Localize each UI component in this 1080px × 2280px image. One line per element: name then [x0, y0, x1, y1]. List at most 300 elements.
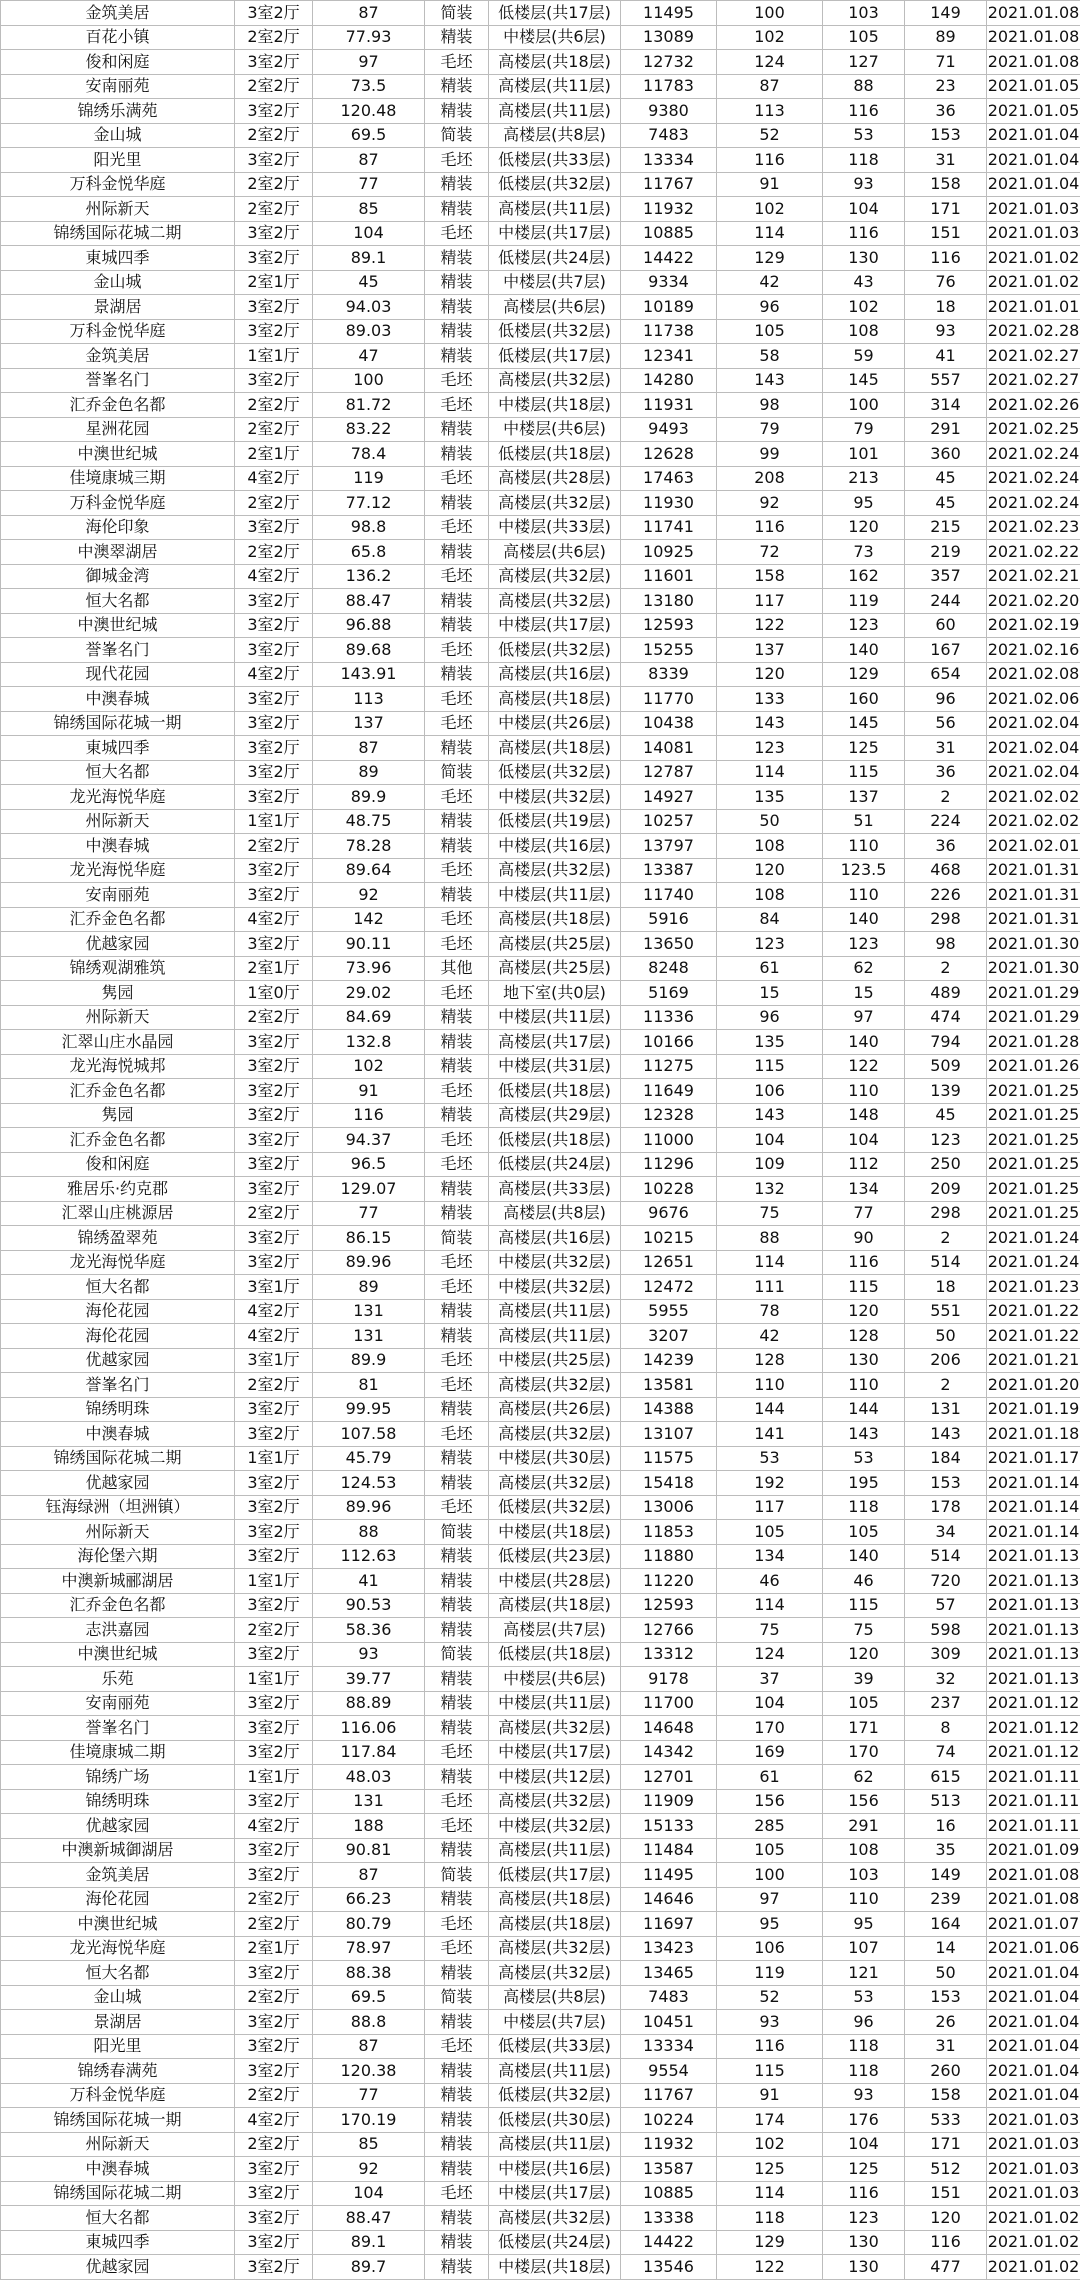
decoration-cell: 精装 [425, 1691, 489, 1716]
table-row [1, 1912, 1080, 1937]
table-row [1, 1716, 1080, 1741]
decoration-cell: 毛坯 [425, 2181, 489, 2206]
table-row [1, 613, 1080, 638]
area-cell: 90.11 [313, 932, 425, 957]
table-row [1, 319, 1080, 344]
table-row [1, 197, 1080, 222]
area-cell: 69.5 [313, 123, 425, 148]
date-cell: 2021.02.23 [987, 515, 1080, 540]
layout-cell: 3室2厅 [235, 148, 313, 173]
community-name-cell: 安南丽苑 [1, 74, 235, 99]
date-cell: 2021.02.08 [987, 662, 1080, 687]
date-cell: 2021.02.01 [987, 834, 1080, 859]
listed-price-cell: 140 [823, 907, 905, 932]
area-cell: 107.58 [313, 1422, 425, 1447]
date-cell: 2021.01.04 [987, 1985, 1080, 2010]
layout-cell: 3室2厅 [235, 1079, 313, 1104]
unit-price-cell: 10438 [621, 711, 717, 736]
area-cell: 66.23 [313, 1887, 425, 1912]
table-row [1, 1618, 1080, 1643]
decoration-cell: 毛坯 [425, 1079, 489, 1104]
views-cell: 18 [905, 295, 987, 320]
decoration-cell: 毛坯 [425, 1152, 489, 1177]
decoration-cell: 毛坯 [425, 1912, 489, 1937]
date-cell: 2021.01.25 [987, 1103, 1080, 1128]
unit-price-cell: 10257 [621, 809, 717, 834]
unit-price-cell: 11880 [621, 1544, 717, 1569]
total-price-cell: 113 [717, 99, 823, 124]
table-row [1, 172, 1080, 197]
total-price-cell: 115 [717, 2059, 823, 2084]
unit-price-cell: 12628 [621, 442, 717, 467]
unit-price-cell: 5916 [621, 907, 717, 932]
decoration-cell: 毛坯 [425, 932, 489, 957]
community-name-cell: 東城四季 [1, 246, 235, 271]
table-row [1, 1691, 1080, 1716]
unit-price-cell: 13465 [621, 1961, 717, 1986]
unit-price-cell: 7483 [621, 123, 717, 148]
floor-cell: 高楼层(共18层) [489, 1593, 621, 1618]
decoration-cell: 毛坯 [425, 148, 489, 173]
decoration-cell: 精装 [425, 1446, 489, 1471]
listed-price-cell: 134 [823, 1177, 905, 1202]
table-row [1, 564, 1080, 589]
date-cell: 2021.01.25 [987, 1201, 1080, 1226]
layout-cell: 2室2厅 [235, 1618, 313, 1643]
layout-cell: 3室2厅 [235, 687, 313, 712]
community-name-cell: 恒大名都 [1, 2206, 235, 2231]
layout-cell: 3室2厅 [235, 1471, 313, 1496]
layout-cell: 2室1厅 [235, 270, 313, 295]
layout-cell: 3室2厅 [235, 858, 313, 883]
table-row [1, 1789, 1080, 1814]
floor-cell: 中楼层(共17层) [489, 613, 621, 638]
decoration-cell: 毛坯 [425, 1128, 489, 1153]
unit-price-cell: 11649 [621, 1079, 717, 1104]
listed-price-cell: 108 [823, 319, 905, 344]
area-cell: 45.79 [313, 1446, 425, 1471]
total-price-cell: 102 [717, 2132, 823, 2157]
listed-price-cell: 79 [823, 417, 905, 442]
table-row [1, 711, 1080, 736]
floor-cell: 低楼层(共24层) [489, 246, 621, 271]
views-cell: 512 [905, 2157, 987, 2182]
date-cell: 2021.01.12 [987, 1740, 1080, 1765]
table-row [1, 1520, 1080, 1545]
floor-cell: 高楼层(共8层) [489, 1985, 621, 2010]
area-cell: 120.38 [313, 2059, 425, 2084]
decoration-cell: 毛坯 [425, 1495, 489, 1520]
views-cell: 239 [905, 1887, 987, 1912]
decoration-cell: 精装 [425, 2206, 489, 2231]
date-cell: 2021.01.11 [987, 1789, 1080, 1814]
floor-cell: 中楼层(共6层) [489, 1667, 621, 1692]
unit-price-cell: 14422 [621, 2230, 717, 2255]
listed-price-cell: 116 [823, 2181, 905, 2206]
views-cell: 151 [905, 221, 987, 246]
floor-cell: 中楼层(共12层) [489, 1765, 621, 1790]
area-cell: 131 [313, 1789, 425, 1814]
area-cell: 89.1 [313, 246, 425, 271]
floor-cell: 中楼层(共30层) [489, 1446, 621, 1471]
community-name-cell: 阳光里 [1, 2034, 235, 2059]
total-price-cell: 108 [717, 834, 823, 859]
date-cell: 2021.01.04 [987, 2083, 1080, 2108]
table-row [1, 1373, 1080, 1398]
community-name-cell: 州际新天 [1, 2132, 235, 2157]
floor-cell: 高楼层(共26层) [489, 1397, 621, 1422]
listed-price-cell: 110 [823, 1079, 905, 1104]
views-cell: 226 [905, 883, 987, 908]
decoration-cell: 精装 [425, 1765, 489, 1790]
table-row [1, 2083, 1080, 2108]
listed-price-cell: 62 [823, 956, 905, 981]
total-price-cell: 143 [717, 711, 823, 736]
community-name-cell: 汇乔金色名都 [1, 393, 235, 418]
floor-cell: 高楼层(共6层) [489, 540, 621, 565]
area-cell: 124.53 [313, 1471, 425, 1496]
area-cell: 104 [313, 221, 425, 246]
decoration-cell: 简装 [425, 760, 489, 785]
floor-cell: 高楼层(共18层) [489, 687, 621, 712]
listed-price-cell: 162 [823, 564, 905, 589]
views-cell: 158 [905, 172, 987, 197]
community-name-cell: 中澳世纪城 [1, 442, 235, 467]
decoration-cell: 精装 [425, 491, 489, 516]
unit-price-cell: 10451 [621, 2010, 717, 2035]
total-price-cell: 114 [717, 760, 823, 785]
community-name-cell: 锦绣国际花城二期 [1, 2181, 235, 2206]
total-price-cell: 99 [717, 442, 823, 467]
date-cell: 2021.01.08 [987, 50, 1080, 75]
floor-cell: 中楼层(共32层) [489, 785, 621, 810]
community-name-cell: 锦绣国际花城二期 [1, 1446, 235, 1471]
unit-price-cell: 14646 [621, 1887, 717, 1912]
listed-price-cell: 213 [823, 466, 905, 491]
area-cell: 87 [313, 148, 425, 173]
area-cell: 98.8 [313, 515, 425, 540]
community-name-cell: 金山城 [1, 270, 235, 295]
floor-cell: 中楼层(共31层) [489, 1054, 621, 1079]
floor-cell: 高楼层(共11层) [489, 74, 621, 99]
views-cell: 357 [905, 564, 987, 589]
layout-cell: 3室2厅 [235, 1, 313, 26]
layout-cell: 3室2厅 [235, 1128, 313, 1153]
floor-cell: 高楼层(共32层) [489, 1471, 621, 1496]
unit-price-cell: 12787 [621, 760, 717, 785]
date-cell: 2021.01.25 [987, 1177, 1080, 1202]
listed-price-cell: 130 [823, 2230, 905, 2255]
table-row [1, 760, 1080, 785]
unit-price-cell: 9380 [621, 99, 717, 124]
views-cell: 23 [905, 74, 987, 99]
table-row [1, 1299, 1080, 1324]
listed-price-cell: 291 [823, 1814, 905, 1839]
table-row [1, 687, 1080, 712]
community-name-cell: 万科金悦华庭 [1, 2083, 235, 2108]
unit-price-cell: 14239 [621, 1348, 717, 1373]
unit-price-cell: 14648 [621, 1716, 717, 1741]
total-price-cell: 100 [717, 1, 823, 26]
table-row [1, 1887, 1080, 1912]
decoration-cell: 精装 [425, 344, 489, 369]
unit-price-cell: 11275 [621, 1054, 717, 1079]
layout-cell: 2室2厅 [235, 25, 313, 50]
date-cell: 2021.02.26 [987, 393, 1080, 418]
decoration-cell: 毛坯 [425, 981, 489, 1006]
unit-price-cell: 14342 [621, 1740, 717, 1765]
area-cell: 89 [313, 760, 425, 785]
unit-price-cell: 9493 [621, 417, 717, 442]
layout-cell: 3室2厅 [235, 1103, 313, 1128]
date-cell: 2021.02.21 [987, 564, 1080, 589]
table-row [1, 123, 1080, 148]
total-price-cell: 52 [717, 1985, 823, 2010]
total-price-cell: 114 [717, 221, 823, 246]
date-cell: 2021.02.06 [987, 687, 1080, 712]
area-cell: 136.2 [313, 564, 425, 589]
unit-price-cell: 11575 [621, 1446, 717, 1471]
views-cell: 474 [905, 1005, 987, 1030]
total-price-cell: 104 [717, 1691, 823, 1716]
views-cell: 153 [905, 1985, 987, 2010]
community-name-cell: 州际新天 [1, 809, 235, 834]
floor-cell: 中楼层(共17层) [489, 2181, 621, 2206]
views-cell: 654 [905, 662, 987, 687]
area-cell: 104 [313, 2181, 425, 2206]
layout-cell: 1室1厅 [235, 1765, 313, 1790]
decoration-cell: 精装 [425, 442, 489, 467]
community-name-cell: 海伦印象 [1, 515, 235, 540]
area-cell: 45 [313, 270, 425, 295]
listed-price-cell: 103 [823, 1863, 905, 1888]
floor-cell: 高楼层(共8层) [489, 1201, 621, 1226]
date-cell: 2021.01.13 [987, 1544, 1080, 1569]
date-cell: 2021.01.19 [987, 1397, 1080, 1422]
listed-price-cell: 115 [823, 1275, 905, 1300]
listed-price-cell: 77 [823, 1201, 905, 1226]
views-cell: 36 [905, 99, 987, 124]
date-cell: 2021.02.02 [987, 785, 1080, 810]
decoration-cell: 精装 [425, 1005, 489, 1030]
views-cell: 720 [905, 1569, 987, 1594]
date-cell: 2021.02.27 [987, 368, 1080, 393]
floor-cell: 高楼层(共16层) [489, 1226, 621, 1251]
total-price-cell: 104 [717, 1128, 823, 1153]
listed-price-cell: 140 [823, 1030, 905, 1055]
views-cell: 71 [905, 50, 987, 75]
views-cell: 2 [905, 785, 987, 810]
layout-cell: 3室2厅 [235, 368, 313, 393]
date-cell: 2021.01.04 [987, 2010, 1080, 2035]
decoration-cell: 精装 [425, 736, 489, 761]
decoration-cell: 毛坯 [425, 1814, 489, 1839]
total-price-cell: 78 [717, 1299, 823, 1324]
views-cell: 314 [905, 393, 987, 418]
views-cell: 2 [905, 1373, 987, 1398]
floor-cell: 中楼层(共6层) [489, 417, 621, 442]
decoration-cell: 精装 [425, 1471, 489, 1496]
decoration-cell: 精装 [425, 1618, 489, 1643]
layout-cell: 2室2厅 [235, 197, 313, 222]
community-name-cell: 州际新天 [1, 197, 235, 222]
date-cell: 2021.01.02 [987, 2206, 1080, 2231]
community-name-cell: 誉峯名门 [1, 1716, 235, 1741]
community-name-cell: 中澳春城 [1, 834, 235, 859]
decoration-cell: 毛坯 [425, 50, 489, 75]
views-cell: 598 [905, 1618, 987, 1643]
views-cell: 153 [905, 123, 987, 148]
unit-price-cell: 11767 [621, 2083, 717, 2108]
table-row [1, 540, 1080, 565]
community-name-cell: 中澳春城 [1, 1422, 235, 1447]
table-row [1, 2034, 1080, 2059]
views-cell: 514 [905, 1544, 987, 1569]
area-cell: 100 [313, 368, 425, 393]
total-price-cell: 115 [717, 1054, 823, 1079]
table-row [1, 1936, 1080, 1961]
total-price-cell: 50 [717, 809, 823, 834]
total-price-cell: 108 [717, 883, 823, 908]
area-cell: 81.72 [313, 393, 425, 418]
decoration-cell: 简装 [425, 1, 489, 26]
date-cell: 2021.01.25 [987, 1128, 1080, 1153]
unit-price-cell: 10224 [621, 2108, 717, 2133]
date-cell: 2021.02.24 [987, 491, 1080, 516]
floor-cell: 低楼层(共18层) [489, 1079, 621, 1104]
decoration-cell: 毛坯 [425, 1348, 489, 1373]
decoration-cell: 精装 [425, 2010, 489, 2035]
table-row [1, 981, 1080, 1006]
area-cell: 120.48 [313, 99, 425, 124]
layout-cell: 4室2厅 [235, 1324, 313, 1349]
floor-cell: 中楼层(共32层) [489, 1814, 621, 1839]
views-cell: 298 [905, 1201, 987, 1226]
floor-cell: 低楼层(共30层) [489, 2108, 621, 2133]
community-name-cell: 中澳世纪城 [1, 613, 235, 638]
layout-cell: 3室2厅 [235, 1397, 313, 1422]
date-cell: 2021.02.22 [987, 540, 1080, 565]
layout-cell: 3室2厅 [235, 1544, 313, 1569]
table-row [1, 246, 1080, 271]
floor-cell: 高楼层(共32层) [489, 491, 621, 516]
unit-price-cell: 13423 [621, 1936, 717, 1961]
date-cell: 2021.01.14 [987, 1520, 1080, 1545]
listed-price-cell: 119 [823, 589, 905, 614]
table-row [1, 2255, 1080, 2280]
date-cell: 2021.01.04 [987, 148, 1080, 173]
unit-price-cell: 12341 [621, 344, 717, 369]
layout-cell: 3室2厅 [235, 1177, 313, 1202]
layout-cell: 3室2厅 [235, 2181, 313, 2206]
layout-cell: 3室2厅 [235, 883, 313, 908]
table-row [1, 956, 1080, 981]
table-row [1, 932, 1080, 957]
area-cell: 92 [313, 883, 425, 908]
date-cell: 2021.01.04 [987, 123, 1080, 148]
area-cell: 89.03 [313, 319, 425, 344]
listed-price-cell: 105 [823, 1691, 905, 1716]
decoration-cell: 精装 [425, 2108, 489, 2133]
table-row [1, 907, 1080, 932]
views-cell: 158 [905, 2083, 987, 2108]
floor-cell: 中楼层(共11层) [489, 1691, 621, 1716]
listed-price-cell: 137 [823, 785, 905, 810]
layout-cell: 2室2厅 [235, 491, 313, 516]
listed-price-cell: 130 [823, 1348, 905, 1373]
layout-cell: 1室1厅 [235, 344, 313, 369]
date-cell: 2021.01.22 [987, 1299, 1080, 1324]
views-cell: 533 [905, 2108, 987, 2133]
area-cell: 97 [313, 50, 425, 75]
layout-cell: 3室2厅 [235, 295, 313, 320]
community-name-cell: 隽园 [1, 981, 235, 1006]
views-cell: 260 [905, 2059, 987, 2084]
decoration-cell: 精装 [425, 1667, 489, 1692]
listed-price-cell: 120 [823, 1299, 905, 1324]
layout-cell: 3室2厅 [235, 1789, 313, 1814]
table-row [1, 221, 1080, 246]
community-name-cell: 乐苑 [1, 1667, 235, 1692]
community-name-cell: 州际新天 [1, 1005, 235, 1030]
community-name-cell: 金筑美居 [1, 1863, 235, 1888]
total-price-cell: 117 [717, 589, 823, 614]
community-name-cell: 汇翠山庄水晶园 [1, 1030, 235, 1055]
total-price-cell: 109 [717, 1152, 823, 1177]
listed-price-cell: 140 [823, 638, 905, 663]
table-row [1, 270, 1080, 295]
unit-price-cell: 11495 [621, 1, 717, 26]
date-cell: 2021.01.25 [987, 1152, 1080, 1177]
views-cell: 32 [905, 1667, 987, 1692]
listed-price-cell: 128 [823, 1324, 905, 1349]
date-cell: 2021.01.02 [987, 2230, 1080, 2255]
layout-cell: 4室2厅 [235, 1299, 313, 1324]
table-row [1, 2132, 1080, 2157]
listing-table-body [1, 1, 1080, 2280]
decoration-cell: 精装 [425, 2255, 489, 2280]
area-cell: 99.95 [313, 1397, 425, 1422]
total-price-cell: 114 [717, 2181, 823, 2206]
unit-price-cell: 11697 [621, 1912, 717, 1937]
decoration-cell: 精装 [425, 1299, 489, 1324]
unit-price-cell: 13312 [621, 1642, 717, 1667]
unit-price-cell: 11601 [621, 564, 717, 589]
table-row [1, 1814, 1080, 1839]
date-cell: 2021.01.13 [987, 1667, 1080, 1692]
area-cell: 87 [313, 1863, 425, 1888]
area-cell: 78.28 [313, 834, 425, 859]
listed-price-cell: 145 [823, 368, 905, 393]
listed-price-cell: 143 [823, 1422, 905, 1447]
date-cell: 2021.01.03 [987, 2157, 1080, 2182]
listed-price-cell: 112 [823, 1152, 905, 1177]
table-row [1, 736, 1080, 761]
date-cell: 2021.02.28 [987, 319, 1080, 344]
floor-cell: 中楼层(共18层) [489, 2255, 621, 2280]
decoration-cell: 毛坯 [425, 785, 489, 810]
floor-cell: 高楼层(共11层) [489, 1299, 621, 1324]
area-cell: 48.03 [313, 1765, 425, 1790]
floor-cell: 高楼层(共11层) [489, 197, 621, 222]
total-price-cell: 42 [717, 270, 823, 295]
area-cell: 47 [313, 344, 425, 369]
floor-cell: 低楼层(共32层) [489, 1495, 621, 1520]
layout-cell: 2室2厅 [235, 1985, 313, 2010]
date-cell: 2021.01.21 [987, 1348, 1080, 1373]
decoration-cell: 毛坯 [425, 1373, 489, 1398]
community-name-cell: 万科金悦华庭 [1, 491, 235, 516]
